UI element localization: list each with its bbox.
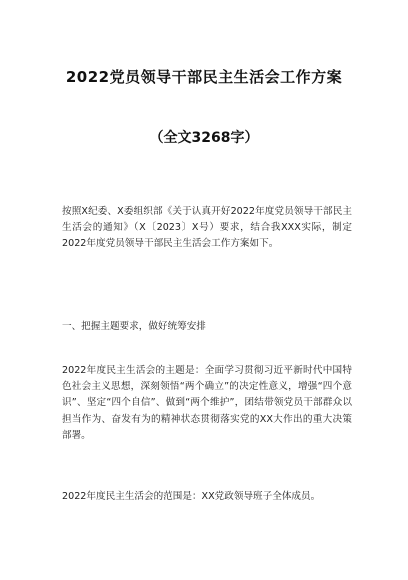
intro-paragraph: 按照X纪委、X委组织部《关于认真开好2022年度党员领导干部民主生活会的通知》（X〔2023〕X号）要求，结合我XXX实际，制定2022年度党员领导干部民主生活会工作方案如下。 <box>62 206 352 250</box>
scope-paragraph: 2022年度民主生活会的范围是：XX党政领导班子全体成员。 <box>62 491 321 502</box>
theme-paragraph: 2022年度民主生活会的主题是：全面学习贯彻习近平新时代中国特色社会主义思想，深刻领悟“两个确立”的决定性意义，增强“四个意识”、坚定“四个自信”、做到“两个维护”，团结带领党员干部群众以担当作为、奋发有为的精神状态贯彻落实党的XX大作出的重大决策部署。 <box>62 365 352 441</box>
document-title: 2022党员领导干部民主生活会工作方案 <box>65 68 343 86</box>
document-subtitle: （全文3268字） <box>149 130 259 146</box>
section-heading: 一、把握主题要求，做好统筹安排 <box>62 321 206 332</box>
